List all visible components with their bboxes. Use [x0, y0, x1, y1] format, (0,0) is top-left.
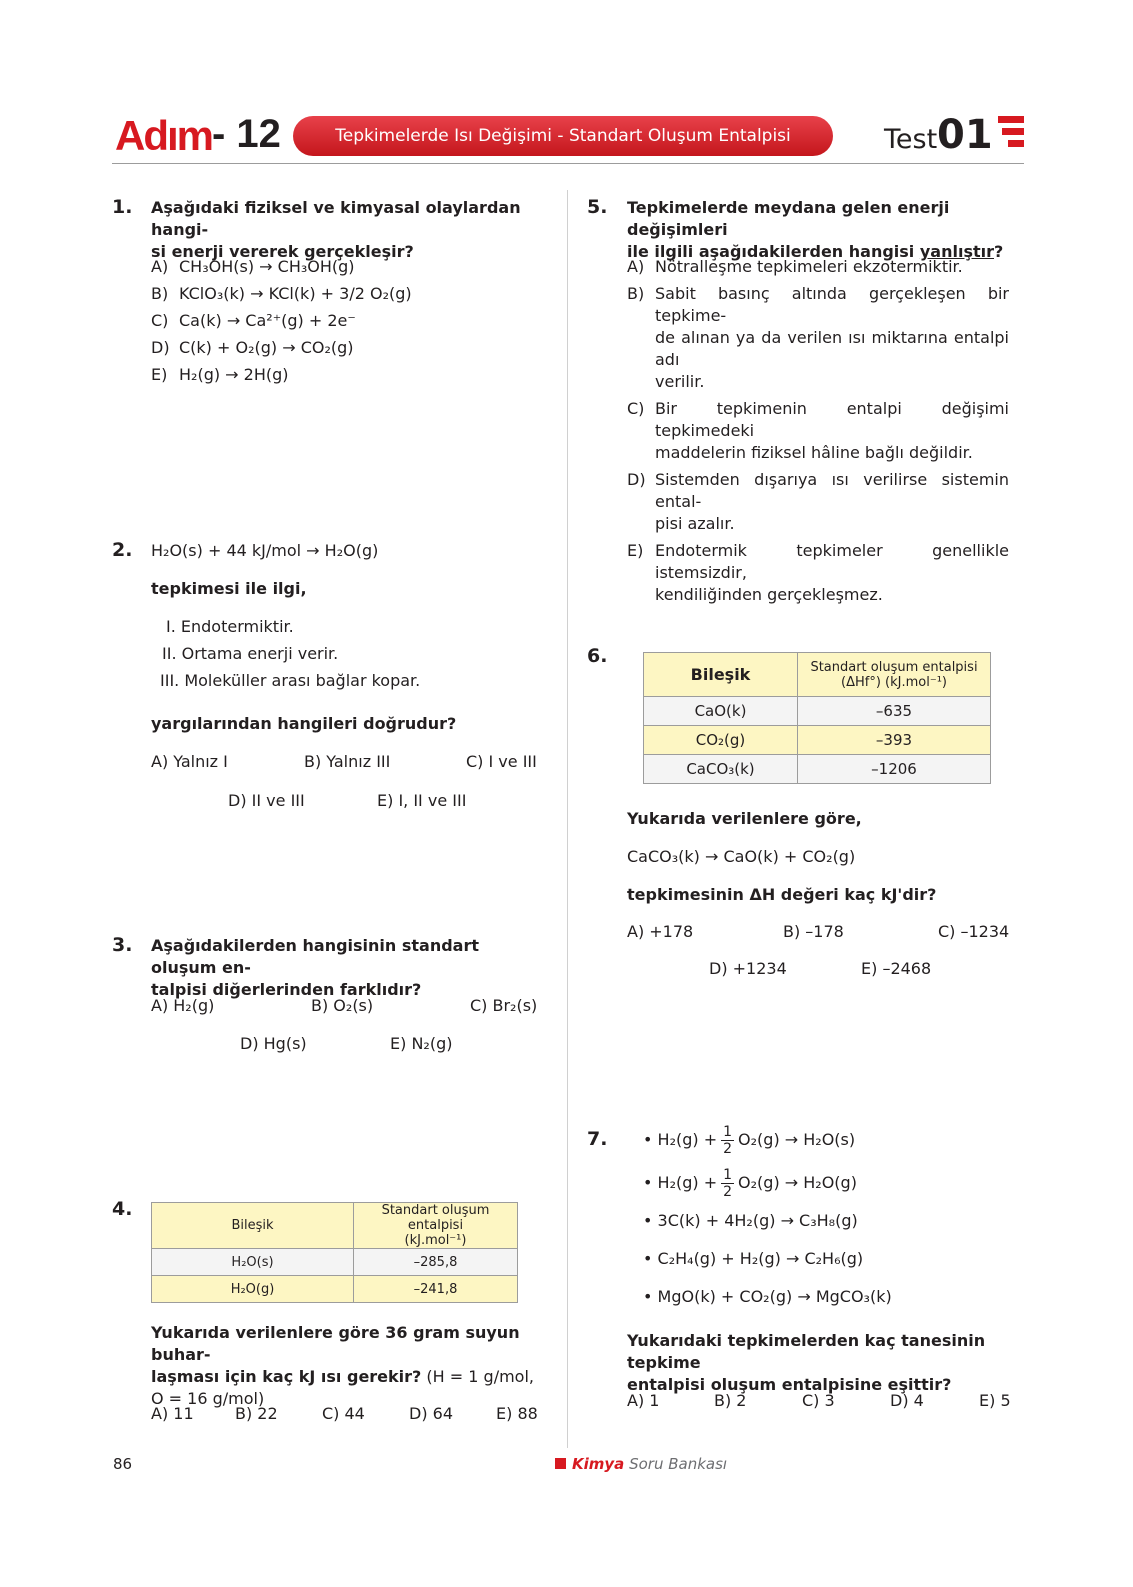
table-cell: H₂O(s): [152, 1249, 354, 1276]
q7-reaction-text: MgO(k) + CO₂(g) → MgCO₃(k): [657, 1287, 892, 1306]
q6-option-e[interactable]: E) –2468: [861, 959, 932, 978]
q4-option-c[interactable]: C) 44: [322, 1404, 365, 1423]
table-header-compound: Bileşik: [644, 653, 798, 697]
brand-mark-icon: [998, 114, 1024, 154]
q5-stem-line: ile ilgili aşağıdakilerden hangisi: [627, 242, 915, 261]
fraction: [721, 1124, 734, 1157]
q2-statement: I. Endotermiktir.: [166, 617, 294, 636]
option-letter: B): [151, 284, 169, 303]
table-cell: –635: [798, 697, 991, 726]
q2-intro: tepkimesi ile ilgi,: [151, 579, 307, 598]
q7-reaction-part: H₂(g) +: [657, 1130, 718, 1149]
option-text: C(k) + O₂(g) → CO₂(g): [179, 338, 354, 357]
q5-options: [627, 256, 1009, 606]
q5-stem-emphasis: yanlıştır: [919, 242, 994, 261]
q6-option-a[interactable]: A) +178: [627, 922, 694, 941]
table-header-unit: (ΔHf°) (kJ.mol⁻¹): [841, 674, 947, 690]
q6-intro: Yukarıda verilenlere göre,: [627, 809, 862, 828]
q5-option-c[interactable]: [627, 398, 1009, 464]
q2-statement: II. Ortama enerji verir.: [162, 644, 339, 663]
bullet-icon: •: [643, 1173, 658, 1192]
option-letter: D): [627, 470, 646, 489]
option-text: [655, 256, 1009, 278]
table-row: [152, 1276, 518, 1303]
q7-option-d[interactable]: D) 4: [890, 1391, 924, 1410]
q5-option-d[interactable]: [627, 469, 1009, 535]
q2-statements: [160, 616, 420, 697]
footer-brand: [555, 1455, 727, 1473]
q4-stem-line: laşması için kaç kJ ısı gerekir?: [151, 1367, 422, 1386]
column-divider: [567, 190, 568, 1448]
test-label: Test: [884, 124, 938, 155]
option-line: Bir tepkimenin entalpi değişimi tepkimedeki: [655, 399, 1009, 440]
fraction-denominator: 2: [723, 1183, 733, 1200]
q7-stem: [627, 1330, 1009, 1396]
q5-stem: [627, 197, 1009, 263]
bullet-icon: •: [643, 1130, 658, 1149]
topic-title: Tepkimelerde Isı Değişimi - Standart Oluşum Entalpisi: [335, 126, 791, 146]
page-number: 86: [113, 1455, 133, 1473]
q3-option-d[interactable]: D) Hg(s): [240, 1034, 307, 1053]
footer-brand-bold: Kimya: [572, 1455, 625, 1473]
q3-option-c[interactable]: C) Br₂(s): [470, 996, 538, 1015]
q2-option-b[interactable]: B) Yalnız III: [304, 752, 391, 771]
q1-stem-line: Aşağıdaki fiziksel ve kimyasal olaylardan hangi-: [151, 198, 521, 239]
q4-stem-line: Yukarıda verilenlere göre 36 gram suyun buhar-: [151, 1323, 520, 1364]
q6-enthalpy-table: [643, 652, 991, 784]
q6-option-b[interactable]: B) –178: [783, 922, 844, 941]
q4-option-d[interactable]: D) 64: [409, 1404, 454, 1423]
q6-question: tepkimesinin ΔH değeri kaç kJ'dir?: [627, 885, 937, 904]
table-cell: H₂O(g): [152, 1276, 354, 1303]
option-letter: A): [151, 257, 169, 276]
table-cell: –241,8: [354, 1276, 518, 1303]
fraction-numerator: 1: [723, 1166, 733, 1183]
table-header-row: [644, 653, 991, 697]
option-letter: E): [151, 365, 168, 384]
q4-option-e[interactable]: E) 88: [496, 1404, 538, 1423]
q5-number: 5.: [587, 196, 608, 218]
table-header-line: Standart oluşum entalpisi: [381, 1203, 490, 1233]
option-line: Sabit basınç altında gerçekleşen bir tepkime-: [655, 284, 1009, 325]
table-cell: CaCO₃(k): [644, 755, 798, 784]
table-header-enthalpy: [798, 653, 991, 697]
q1-stem: [151, 197, 531, 263]
q6-reaction: CaCO₃(k) → CaO(k) + CO₂(g): [627, 847, 856, 866]
q4-option-b[interactable]: B) 22: [235, 1404, 278, 1423]
q1-option-a[interactable]: [151, 256, 412, 283]
option-line: kendiliğinden gerçekleşmez.: [655, 585, 883, 604]
bullet-icon: •: [643, 1287, 658, 1306]
table-header-unit: (kJ.mol⁻¹): [404, 1233, 467, 1248]
q5-option-b[interactable]: [627, 283, 1009, 393]
q4-molar-mass-o: O = 16 g/mol): [151, 1389, 265, 1408]
q1-stem-line: si enerji vererek gerçekleşir?: [151, 242, 414, 261]
logo-word: Adım: [115, 112, 212, 159]
q2-option-c[interactable]: C) I ve III: [466, 752, 537, 771]
q7-reaction-3: [643, 1210, 858, 1232]
option-text: Ca(k) → Ca²⁺(g) + 2e⁻: [179, 311, 356, 330]
q7-reaction-part: O₂(g) → H₂O(g): [738, 1173, 857, 1192]
q1-option-c[interactable]: [151, 310, 412, 337]
option-line: de alınan ya da verilen ısı miktarına entalpi adı: [655, 328, 1009, 369]
q1-option-b[interactable]: [151, 283, 412, 310]
q7-reaction-4: [643, 1248, 863, 1270]
q2-statement: III. Moleküller arası bağlar kopar.: [160, 671, 421, 690]
q5-stem-qmark: ?: [994, 242, 1004, 261]
table-cell: –1206: [798, 755, 991, 784]
option-letter: D): [151, 338, 170, 357]
q4-option-a[interactable]: A) 11: [151, 1404, 194, 1423]
q1-number: 1.: [112, 196, 133, 218]
q7-option-e[interactable]: E) 5: [979, 1391, 1011, 1410]
fraction-denominator: 2: [723, 1140, 733, 1157]
q3-stem-line: Aşağıdakilerden hangisinin standart oluşum en-: [151, 936, 480, 977]
option-line: Endotermik tepkimeler genellikle istemsizdir,: [655, 541, 1009, 582]
logo-step-number: - 12: [212, 112, 281, 156]
q5-stem-line: Tepkimelerde meydana gelen enerji değişimleri: [627, 198, 950, 239]
q2-question: yargılarından hangileri doğrudur?: [151, 714, 457, 733]
q7-option-b[interactable]: B) 2: [714, 1391, 747, 1410]
option-text: [655, 283, 1009, 393]
q2-option-a[interactable]: A) Yalnız I: [151, 752, 228, 771]
table-row: [152, 1249, 518, 1276]
q4-stem: [151, 1322, 541, 1410]
option-letter: C): [151, 311, 169, 330]
q6-number: 6.: [587, 645, 608, 667]
option-text: KClO₃(k) → KCl(k) + 3/2 O₂(g): [179, 284, 412, 303]
footer-square-icon: [555, 1458, 566, 1469]
test-number: 01: [937, 112, 993, 158]
q1-options: [151, 256, 412, 391]
table-row: [644, 755, 991, 784]
option-letter: E): [627, 541, 644, 560]
q2-option-d[interactable]: D) II ve III: [228, 791, 305, 810]
table-cell: –393: [798, 726, 991, 755]
q4-number: 4.: [112, 1198, 133, 1220]
table-cell: –285,8: [354, 1249, 518, 1276]
q1-option-e[interactable]: [151, 364, 412, 391]
q4-molar-mass-h: (H = 1 g/mol,: [426, 1367, 534, 1386]
table-header-compound: Bileşik: [152, 1203, 354, 1249]
q7-reaction-1: [643, 1120, 855, 1160]
table-row: [644, 697, 991, 726]
option-letter: A): [627, 257, 645, 276]
option-text: [655, 469, 1009, 535]
q6-option-c[interactable]: C) –1234: [938, 922, 1010, 941]
option-line: Sistemden dışarıya ısı verilirse sistemin ental-: [655, 470, 1009, 511]
q2-reaction: H₂O(s) + 44 kJ/mol → H₂O(g): [151, 541, 379, 560]
q3-option-b[interactable]: B) O₂(s): [311, 996, 374, 1015]
q7-reaction-text: C₂H₄(g) + H₂(g) → C₂H₆(g): [657, 1249, 864, 1268]
q7-reaction-5: [643, 1286, 892, 1308]
q3-number: 3.: [112, 934, 133, 956]
topic-banner: [293, 116, 833, 156]
q7-option-a[interactable]: A) 1: [627, 1391, 660, 1410]
option-letter: B): [627, 284, 645, 303]
table-header-row: [152, 1203, 518, 1249]
option-text: [655, 540, 1009, 606]
footer-brand-rest: Soru Bankası: [629, 1455, 728, 1473]
q7-option-c[interactable]: C) 3: [802, 1391, 835, 1410]
option-letter: C): [627, 399, 645, 418]
option-line: maddelerin fiziksel hâline bağlı değildir.: [655, 443, 973, 462]
q7-reaction-text: 3C(k) + 4H₂(g) → C₃H₈(g): [657, 1211, 858, 1230]
option-line: Nötralleşme tepkimeleri ekzotermiktir.: [655, 257, 963, 276]
option-text: H₂(g) → 2H(g): [179, 365, 289, 384]
q7-stem-line: Yukarıdaki tepkimelerden kaç tanesinin tepkime: [627, 1331, 986, 1372]
q3-option-a[interactable]: A) H₂(g): [151, 996, 215, 1015]
q7-stem-line: entalpisi oluşum entalpisine eşittir?: [627, 1375, 952, 1394]
fraction: [721, 1167, 734, 1200]
q2-option-e[interactable]: E) I, II ve III: [377, 791, 467, 810]
bullet-icon: •: [643, 1249, 658, 1268]
table-header-enthalpy: [354, 1203, 518, 1249]
q7-number: 7.: [587, 1128, 608, 1150]
q7-reaction-part: O₂(g) → H₂O(s): [738, 1130, 856, 1149]
q3-option-e[interactable]: E) N₂(g): [390, 1034, 453, 1053]
header-rule: [112, 163, 1024, 164]
q7-reaction-part: H₂(g) +: [657, 1173, 718, 1192]
q5-option-a[interactable]: [627, 256, 1009, 278]
q1-option-d[interactable]: [151, 337, 412, 364]
option-line: verilir.: [655, 372, 705, 391]
q7-reaction-2: [643, 1163, 857, 1203]
table-cell: CaO(k): [644, 697, 798, 726]
option-line: pisi azalır.: [655, 514, 735, 533]
bullet-icon: •: [643, 1211, 658, 1230]
table-cell: CO₂(g): [644, 726, 798, 755]
q3-stem-line: talpisi diğerlerinden farklıdır?: [151, 980, 422, 999]
fraction-numerator: 1: [723, 1123, 733, 1140]
q2-number: 2.: [112, 539, 133, 561]
table-header-line: Standart oluşum entalpisi: [810, 659, 978, 675]
option-text: [655, 398, 1009, 464]
q5-option-e[interactable]: [627, 540, 1009, 606]
q3-stem: [151, 935, 531, 1001]
table-row: [644, 726, 991, 755]
q6-option-d[interactable]: D) +1234: [709, 959, 787, 978]
q4-enthalpy-table: [151, 1202, 518, 1303]
option-text: CH₃OH(s) → CH₃OH(g): [179, 257, 355, 276]
